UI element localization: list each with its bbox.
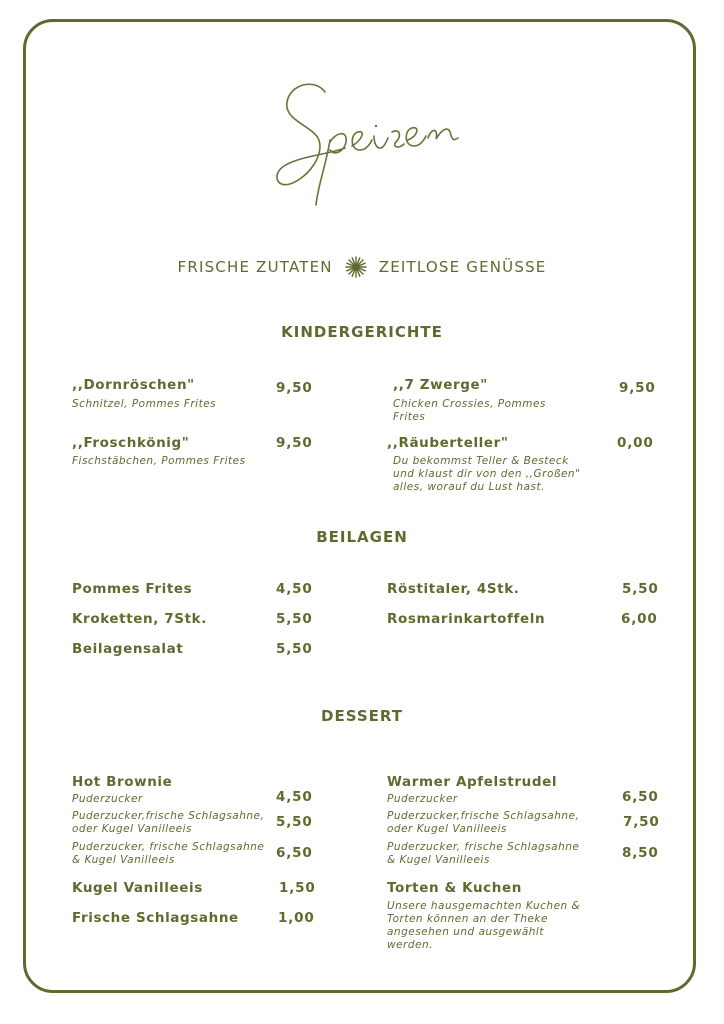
item-desc-brownie-opt2-line1: Puderzucker,frische Schlagsahne, [72, 810, 265, 822]
item-price-strudel-opt3: 8,50 [622, 845, 659, 861]
item-desc-brownie-opt2-line2: oder Kugel Vanilleeis [72, 823, 193, 835]
item-price-brownie-opt1: 4,50 [276, 789, 313, 805]
tagline-left: FRISCHE ZUTATEN [177, 258, 333, 276]
item-price-kugel-vanilleeis: 1,50 [279, 880, 316, 896]
item-name-hot-brownie: Hot Brownie [72, 774, 173, 790]
section-title-beilagen: BEILAGEN [316, 528, 408, 546]
item-price-froschkoenig: 9,50 [276, 435, 313, 451]
item-desc-7-zwerge-line2: Frites [393, 411, 426, 423]
item-desc-strudel-opt1: Puderzucker [387, 793, 458, 805]
item-desc-raeuberteller-line2: und klaust dir von den ,,Großen" [393, 468, 581, 480]
item-name-roestitaler: Röstitaler, 4Stk. [387, 581, 520, 597]
item-name-raeuberteller: ,,Räuberteller" [387, 435, 509, 451]
item-name-warmer-apfelstrudel: Warmer Apfelstrudel [387, 774, 558, 790]
item-name-7-zwerge: ,,7 Zwerge" [393, 377, 488, 393]
item-price-beilagensalat: 5,50 [276, 641, 313, 657]
item-desc-strudel-opt2-line1: Puderzucker,frische Schlagsahne, [387, 810, 580, 822]
item-name-beilagensalat: Beilagensalat [72, 641, 184, 657]
item-price-brownie-opt3: 6,50 [276, 845, 313, 861]
item-name-torten-kuchen: Torten & Kuchen [387, 880, 522, 896]
item-name-kroketten: Kroketten, 7Stk. [72, 611, 207, 627]
item-price-brownie-opt2: 5,50 [276, 814, 313, 830]
item-name-rosmarinkartoffeln: Rosmarinkartoffeln [387, 611, 546, 627]
item-desc-torten-line1: Unsere hausgemachten Kuchen & [387, 900, 581, 912]
item-price-roestitaler: 5,50 [622, 581, 659, 597]
item-price-7-zwerge: 9,50 [619, 380, 656, 396]
item-desc-strudel-opt3-line1: Puderzucker, frische Schlagsahne [387, 841, 580, 853]
item-desc-brownie-opt3-line1: Puderzucker, frische Schlagsahne [72, 841, 265, 853]
item-name-pommes-frites: Pommes Frites [72, 581, 193, 597]
item-name-froschkoenig: ,,Froschkönig" [72, 435, 190, 451]
tagline-right: ZEITLOSE GENÜSSE [378, 258, 547, 276]
item-desc-7-zwerge-line1: Chicken Crossies, Pommes [393, 398, 546, 410]
item-price-dornroeschen: 9,50 [276, 380, 313, 396]
item-desc-strudel-opt3-line2: & Kugel Vanilleeis [387, 854, 490, 866]
item-price-kroketten: 5,50 [276, 611, 313, 627]
item-name-frische-schlagsahne: Frische Schlagsahne [72, 910, 239, 926]
tagline [0, 256, 724, 278]
item-price-rosmarinkartoffeln: 6,00 [621, 611, 658, 627]
item-desc-brownie-opt3-line2: & Kugel Vanilleeis [72, 854, 175, 866]
item-desc-torten-line2: Torten können an der Theke [387, 913, 548, 925]
item-desc-dornroeschen: Schnitzel, Pommes Frites [72, 398, 217, 410]
item-desc-brownie-opt1: Puderzucker [72, 793, 143, 805]
item-desc-froschkoenig: Fischstäbchen, Pommes Frites [72, 455, 246, 467]
item-price-frische-schlagsahne: 1,00 [278, 910, 315, 926]
section-title-kindergerichte: KINDERGERICHTE [281, 323, 443, 341]
item-price-strudel-opt2: 7,50 [623, 814, 660, 830]
item-desc-strudel-opt2-line2: oder Kugel Vanilleeis [387, 823, 508, 835]
sun-burst-icon [345, 256, 367, 278]
item-desc-torten-line4: werden. [387, 939, 433, 951]
section-title-dessert: DESSERT [321, 707, 403, 725]
item-name-kugel-vanilleeis: Kugel Vanilleeis [72, 880, 203, 896]
speisen-heading [0, 70, 724, 220]
item-price-pommes-frites: 4,50 [276, 581, 313, 597]
item-desc-raeuberteller-line3: alles, worauf du Lust hast. [393, 481, 545, 493]
item-desc-raeuberteller-line1: Du bekommst Teller & Besteck [393, 455, 569, 467]
item-name-dornroeschen: ,,Dornröschen" [72, 377, 195, 393]
item-desc-torten-line3: angesehen und ausgewählt [387, 926, 544, 938]
item-price-strudel-opt1: 6,50 [622, 789, 659, 805]
item-price-raeuberteller: 0,00 [617, 435, 654, 451]
